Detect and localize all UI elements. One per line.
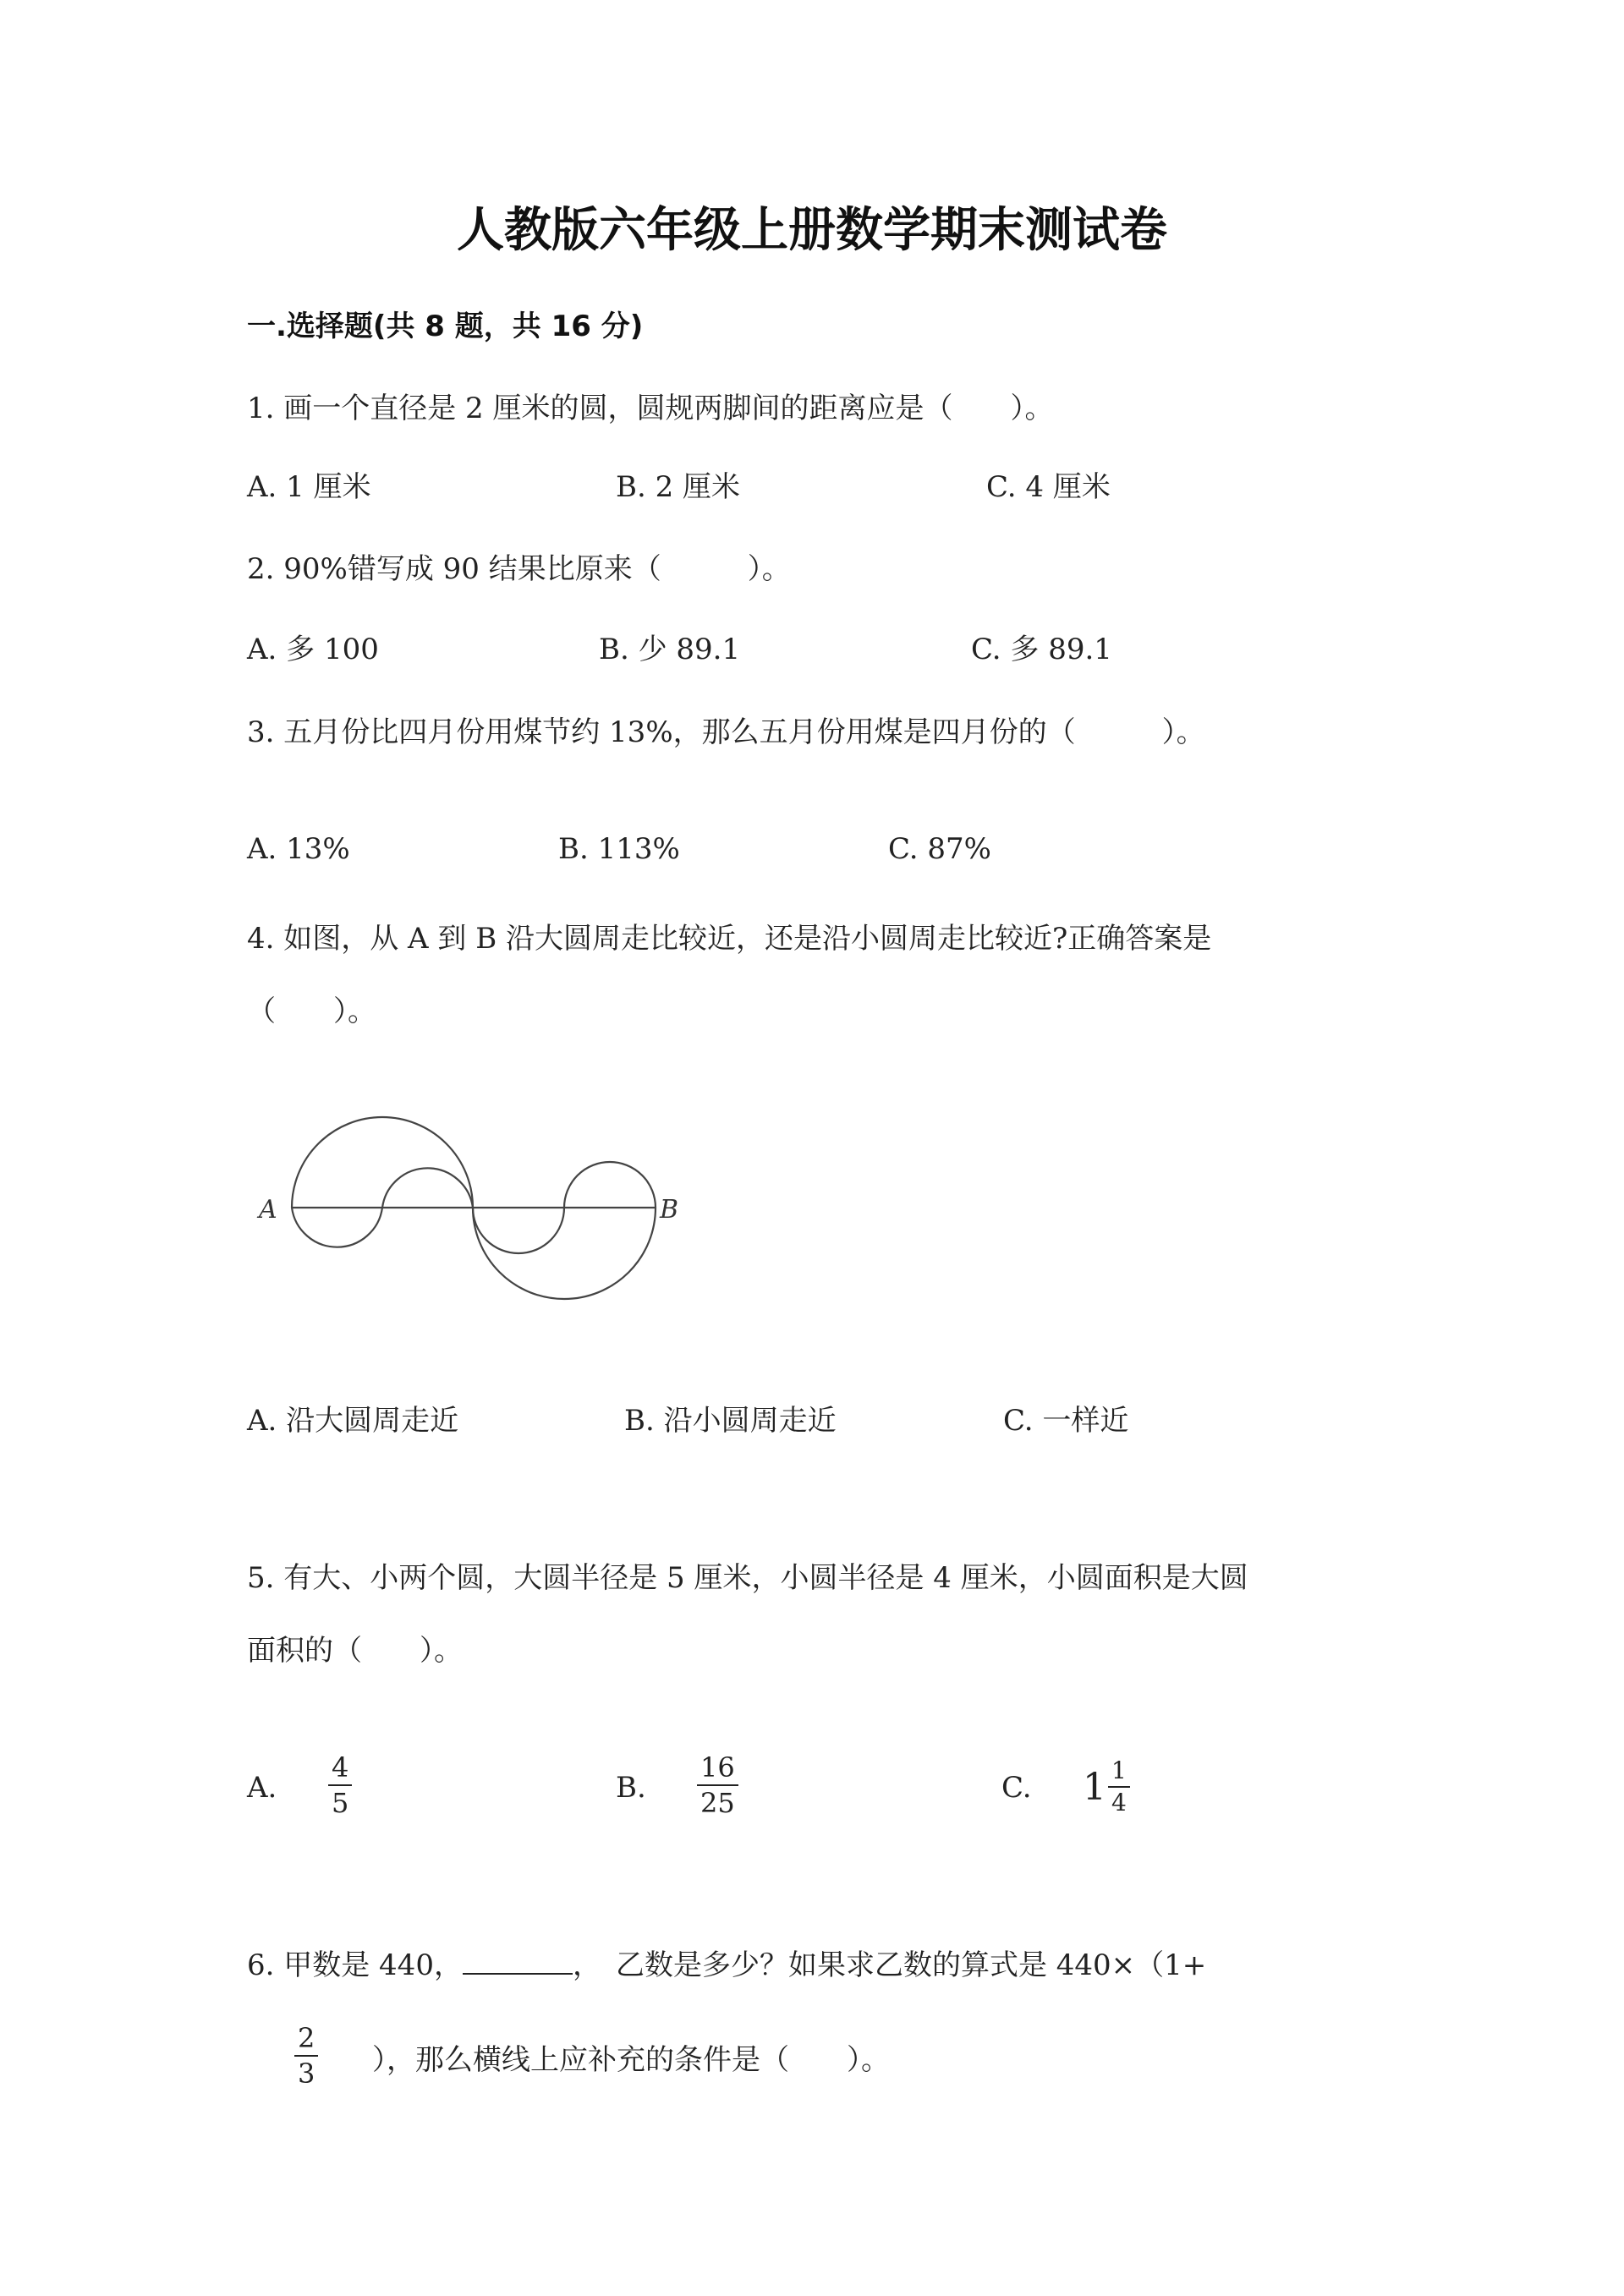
q5-option-c-label[interactable]: C. (1001, 1771, 1032, 1805)
fraction-denominator: 3 (294, 2055, 318, 2087)
q4-option-c[interactable]: C. 一样近 (1003, 1404, 1129, 1438)
q3-option-a[interactable]: A. 13% (247, 832, 350, 866)
q2-option-b[interactable]: B. 少 89.1 (599, 633, 741, 666)
fraction-denominator: 5 (328, 1784, 352, 1817)
q5-option-b-fraction[interactable] (697, 1751, 738, 1819)
mixed-fraction (1108, 1756, 1130, 1817)
q4-option-a[interactable]: A. 沿大圆周走近 (247, 1404, 459, 1438)
small-upper-semicircle-1 (382, 1168, 473, 1208)
label-b: B (660, 1195, 679, 1225)
big-upper-semicircle (292, 1117, 473, 1208)
small-lower-semicircle-1 (292, 1208, 382, 1247)
q5-option-a-fraction[interactable] (328, 1751, 352, 1819)
mixed-whole: 1 (1083, 1765, 1106, 1809)
question-4-line-1: 4. 如图，从 A 到 B 沿大圆周走比较近，还是沿小圆周走比较近?正确答案是 (247, 922, 1212, 956)
answer-blank[interactable] (463, 1948, 573, 1975)
big-lower-semicircle (473, 1208, 656, 1299)
question-4-line-2: （ ）。 (247, 995, 376, 1028)
q6-text-part-2: ， 乙数是多少？如果求乙数的算式是 440×（1+ (572, 1948, 1207, 1982)
q4-option-b[interactable]: B. 沿小圆周走近 (624, 1404, 837, 1438)
question-6-line-1 (247, 1942, 1206, 1983)
q1-option-b[interactable]: B. 2 厘米 (616, 470, 741, 504)
circles-figure (254, 1091, 694, 1311)
q1-option-a[interactable]: A. 1 厘米 (247, 470, 371, 504)
q5-option-a-label[interactable]: A. (247, 1771, 277, 1805)
q3-option-b[interactable]: B. 113% (558, 832, 680, 866)
question-1: 1. 画一个直径是 2 厘米的圆，圆规两脚间的距离应是（ ）。 (247, 392, 1054, 425)
question-2: 2. 90%错写成 90 结果比原来（ ）。 (247, 552, 791, 586)
q2-option-a[interactable]: A. 多 100 (247, 633, 379, 666)
section-heading: 一.选择题(共 8 题，共 16 分) (247, 310, 644, 343)
q5-option-b-label[interactable]: B. (616, 1771, 646, 1805)
q6-text-part-1: 6. 甲数是 440， (247, 1948, 463, 1982)
q2-option-c[interactable]: C. 多 89.1 (971, 633, 1112, 666)
fraction-numerator: 2 (298, 2022, 315, 2054)
question-3: 3. 五月份比四月份用煤节约 13%，那么五月份用煤是四月份的（ ）。 (247, 715, 1205, 749)
fraction-denominator: 25 (697, 1784, 738, 1817)
label-a: A (259, 1195, 277, 1225)
fraction-numerator: 16 (700, 1751, 735, 1784)
q5-option-c-mixed-number[interactable] (1083, 1756, 1130, 1817)
question-6-line-2: ），那么横线上应补充的条件是（ ）。 (372, 2043, 890, 2077)
page-title: 人教版六年级上册数学期末测试卷 (457, 203, 1167, 258)
fraction-numerator: 1 (1111, 1756, 1127, 1784)
question-5-line-2: 面积的（ ）。 (247, 1634, 463, 1668)
q6-fraction (294, 2022, 318, 2090)
small-lower-semicircle-2 (473, 1208, 564, 1253)
question-5-line-1: 5. 有大、小两个圆，大圆半径是 5 厘米，小圆半径是 4 厘米，小圆面积是大圆 (247, 1561, 1248, 1595)
q1-option-c[interactable]: C. 4 厘米 (986, 470, 1111, 504)
fraction-denominator: 4 (1108, 1786, 1130, 1815)
q3-option-c[interactable]: C. 87% (888, 832, 991, 866)
small-upper-semicircle-2 (564, 1162, 656, 1208)
fraction-numerator: 4 (332, 1751, 349, 1784)
